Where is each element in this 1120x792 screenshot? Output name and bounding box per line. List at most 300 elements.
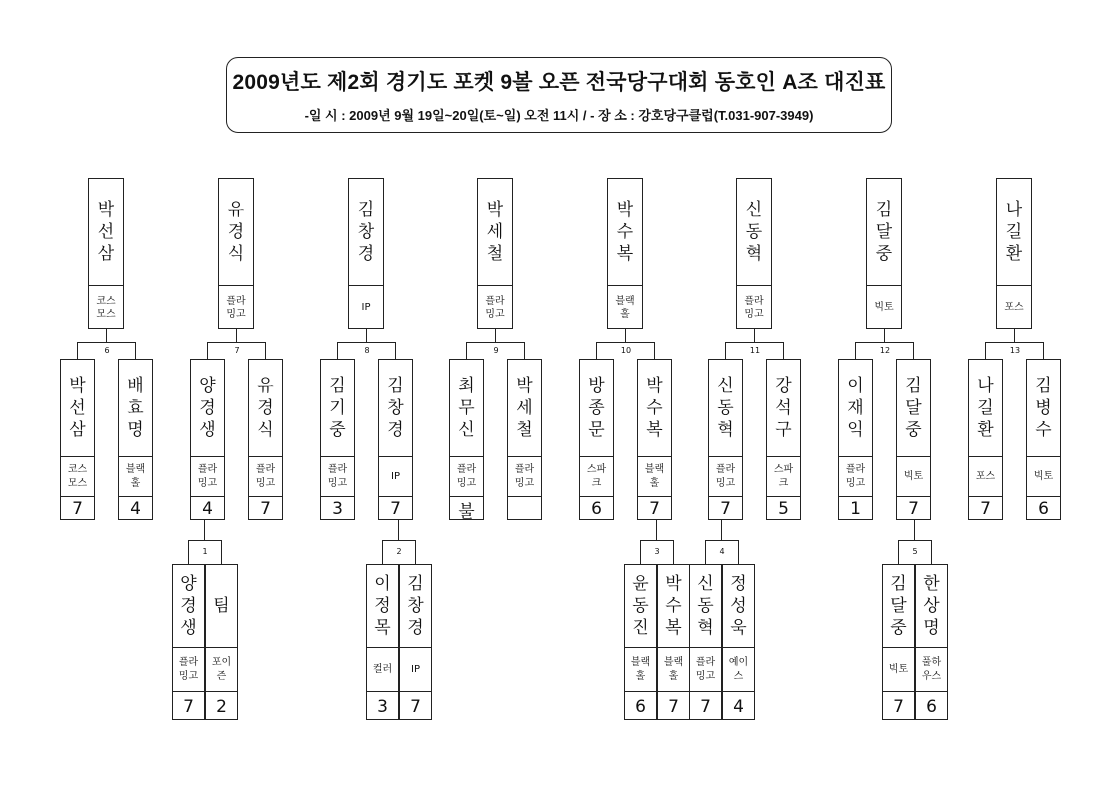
club-line: 플라 xyxy=(744,295,764,307)
name-char: 동 xyxy=(745,221,763,242)
player-name xyxy=(658,565,689,647)
player-name xyxy=(508,360,541,456)
match-number: 12 xyxy=(879,346,891,355)
name-char: 유 xyxy=(257,375,274,396)
player-name xyxy=(997,179,1031,285)
player-name xyxy=(478,179,512,285)
r1-card xyxy=(624,564,657,720)
player-score: 7 xyxy=(638,496,671,521)
player-score: 2 xyxy=(206,691,237,721)
club-name xyxy=(321,456,354,496)
bracket-line xyxy=(656,520,657,540)
club-line: 플라 xyxy=(514,464,535,475)
club-name xyxy=(897,456,930,496)
club-line: 플라 xyxy=(327,464,348,475)
name-char: 병 xyxy=(1035,397,1052,418)
club-name xyxy=(690,647,721,691)
r1-card xyxy=(657,564,690,720)
bracket-line xyxy=(985,342,986,359)
club-line: 홀 xyxy=(668,670,679,682)
match-number: 4 xyxy=(719,547,725,556)
club-name xyxy=(638,456,671,496)
r1-card xyxy=(205,564,238,720)
club-line: 밍고 xyxy=(514,477,535,489)
player-score: 3 xyxy=(367,691,398,721)
club-name xyxy=(883,647,914,691)
r2-card xyxy=(1026,359,1061,520)
club-name xyxy=(839,456,872,496)
bracket-line xyxy=(705,540,738,541)
player-name xyxy=(709,360,742,456)
r2-card xyxy=(579,359,614,520)
player-score: 6 xyxy=(580,496,613,521)
club-line: 빅토 xyxy=(888,663,909,675)
r2-card xyxy=(320,359,355,520)
club-line: 코스 xyxy=(96,295,116,307)
club-line: 밍고 xyxy=(327,477,348,489)
club-line: 코스 xyxy=(67,464,88,475)
name-char: 최 xyxy=(458,375,475,396)
club-line: IP xyxy=(391,470,400,482)
name-char: 혁 xyxy=(745,244,763,265)
name-char: 창 xyxy=(387,397,404,418)
club-line: 밍고 xyxy=(845,477,866,489)
bracket-line xyxy=(221,540,222,564)
club-line: 블랙 xyxy=(125,464,146,475)
player-score: 6 xyxy=(625,691,656,721)
name-char: 길 xyxy=(1005,221,1023,242)
player-name xyxy=(608,179,642,285)
club-line: 플라 xyxy=(197,464,218,475)
name-char: 유 xyxy=(227,199,245,220)
name-char: 경 xyxy=(227,221,245,242)
player-score: 불 xyxy=(450,496,483,521)
r1-card xyxy=(689,564,722,720)
page-title: 2009년도 제2회 경기도 포켓 9볼 오픈 전국당구대회 동호인 A조 대진표 xyxy=(232,71,886,94)
r2-card xyxy=(378,359,413,520)
club-line: 포이 xyxy=(211,657,232,668)
player-name xyxy=(867,179,901,285)
club-name xyxy=(400,647,431,691)
club-line: 홀 xyxy=(130,477,141,489)
club-name xyxy=(478,285,512,330)
name-char: 김 xyxy=(387,375,404,396)
bracket-line xyxy=(640,540,641,564)
club-name xyxy=(119,456,152,496)
name-char: 식 xyxy=(257,420,274,441)
name-char: 신 xyxy=(458,420,475,441)
player-score: 6 xyxy=(916,691,947,721)
name-char: 선 xyxy=(69,397,86,418)
bracket-line xyxy=(1014,329,1015,342)
name-char: 생 xyxy=(199,420,216,441)
bracket-line xyxy=(596,342,655,343)
bracket-line xyxy=(415,540,416,564)
player-score: 5 xyxy=(767,496,800,521)
name-char: 나 xyxy=(977,375,994,396)
r2-card xyxy=(248,359,283,520)
bracket-line xyxy=(265,342,266,359)
club-line: 플라 xyxy=(715,464,736,475)
name-char: 신 xyxy=(717,375,734,396)
club-line: IP xyxy=(361,302,371,314)
name-char: 경 xyxy=(387,420,404,441)
bracket-line xyxy=(337,342,338,359)
club-line: 빅토 xyxy=(1033,470,1054,482)
name-char: 경 xyxy=(407,618,424,639)
winner-card xyxy=(736,178,772,329)
player-name xyxy=(1027,360,1060,456)
bracket-line xyxy=(366,329,367,342)
bracket-line xyxy=(705,540,706,564)
club-name xyxy=(608,285,642,330)
name-char: 박 xyxy=(646,375,663,396)
r1-card xyxy=(366,564,399,720)
name-char: 생 xyxy=(180,618,197,639)
club-name xyxy=(508,456,541,496)
player-name xyxy=(249,360,282,456)
name-char: 김 xyxy=(329,375,346,396)
name-char: 동 xyxy=(697,595,714,616)
name-char: 이 xyxy=(847,375,864,396)
bracket-line xyxy=(207,342,208,359)
club-name xyxy=(249,456,282,496)
match-number: 11 xyxy=(749,346,761,355)
bracket-line xyxy=(855,342,856,359)
player-score: 7 xyxy=(883,691,914,721)
name-char: 달 xyxy=(905,397,922,418)
r1-card xyxy=(172,564,205,720)
match-number: 3 xyxy=(654,547,660,556)
name-char: 경 xyxy=(257,397,274,418)
club-name xyxy=(658,647,689,691)
player-name xyxy=(839,360,872,456)
club-name xyxy=(173,647,204,691)
club-name xyxy=(191,456,224,496)
bracket-line xyxy=(207,342,266,343)
name-char: 세 xyxy=(486,221,504,242)
name-char: 삼 xyxy=(69,420,86,441)
name-char: 양 xyxy=(180,573,197,594)
bracket-line xyxy=(204,520,205,540)
player-score: 6 xyxy=(1027,496,1060,521)
name-char: 환 xyxy=(977,420,994,441)
club-name xyxy=(219,285,253,330)
player-score: 7 xyxy=(379,496,412,521)
bracket-line xyxy=(382,540,415,541)
match-number: 13 xyxy=(1009,346,1021,355)
club-line: 컬러 xyxy=(372,663,393,675)
club-name xyxy=(580,456,613,496)
name-char: 문 xyxy=(588,420,605,441)
player-name xyxy=(206,565,237,647)
bracket-line xyxy=(466,342,525,343)
bracket-line xyxy=(884,329,885,342)
name-char: 김 xyxy=(905,375,922,396)
r1-card xyxy=(399,564,432,720)
name-char: 철 xyxy=(486,244,504,265)
match-number: 8 xyxy=(364,346,370,355)
r2-card xyxy=(449,359,484,520)
r2-card xyxy=(766,359,801,520)
club-line: 스파 xyxy=(773,464,794,475)
name-char: 기 xyxy=(329,397,346,418)
club-name xyxy=(997,285,1031,330)
player-score xyxy=(508,496,541,521)
player-score: 7 xyxy=(969,496,1002,521)
player-name xyxy=(61,360,94,456)
match-number: 7 xyxy=(234,346,240,355)
club-name xyxy=(867,285,901,330)
name-char: 재 xyxy=(847,397,864,418)
player-score: 7 xyxy=(400,691,431,721)
player-name xyxy=(219,179,253,285)
player-name xyxy=(580,360,613,456)
bracket-line xyxy=(398,520,399,540)
name-char: 복 xyxy=(616,244,634,265)
bracket-line xyxy=(337,342,396,343)
club-line: 밍고 xyxy=(695,670,716,682)
club-name xyxy=(916,647,947,691)
player-score: 7 xyxy=(249,496,282,521)
player-score: 7 xyxy=(690,691,721,721)
player-score: 4 xyxy=(191,496,224,521)
player-name xyxy=(173,565,204,647)
bracket-line xyxy=(236,329,237,342)
player-name xyxy=(119,360,152,456)
bracket-line xyxy=(188,540,189,564)
bracket-line xyxy=(106,329,107,342)
match-number: 1 xyxy=(202,547,208,556)
r2-card xyxy=(838,359,873,520)
club-name xyxy=(737,285,771,330)
club-line: 스파 xyxy=(586,464,607,475)
name-char: 팀 xyxy=(213,595,230,616)
name-char: 신 xyxy=(697,573,714,594)
club-line: 블랙 xyxy=(663,657,684,668)
name-char: 혁 xyxy=(697,618,714,639)
bracket-line xyxy=(725,342,726,359)
name-char: 박 xyxy=(665,573,682,594)
match-number: 9 xyxy=(493,346,499,355)
club-line: 블랙 xyxy=(644,464,665,475)
name-char: 김 xyxy=(357,199,375,220)
player-score: 3 xyxy=(321,496,354,521)
bracket-line xyxy=(640,540,673,541)
name-char: 박 xyxy=(69,375,86,396)
name-char: 김 xyxy=(407,573,424,594)
player-name xyxy=(969,360,1002,456)
name-char: 한 xyxy=(923,573,940,594)
match-number: 10 xyxy=(620,346,632,355)
club-line: 블랙 xyxy=(615,295,635,307)
club-line: 밍고 xyxy=(178,670,199,682)
bracket-line xyxy=(77,342,78,359)
name-char: 동 xyxy=(632,595,649,616)
club-name xyxy=(767,456,800,496)
club-line: 풀하 xyxy=(921,657,942,668)
bracket-line xyxy=(625,329,626,342)
name-char: 진 xyxy=(632,618,649,639)
name-char: 달 xyxy=(875,221,893,242)
club-line: 플라 xyxy=(226,295,246,307)
player-name xyxy=(367,565,398,647)
club-line: 홀 xyxy=(620,309,630,320)
player-score: 7 xyxy=(61,496,94,521)
name-char: 경 xyxy=(199,397,216,418)
bracket-line xyxy=(524,342,525,359)
club-line: 포스 xyxy=(1004,302,1024,314)
bracket-line xyxy=(898,540,931,541)
bracket-line xyxy=(135,342,136,359)
name-char: 윤 xyxy=(632,573,649,594)
name-char: 강 xyxy=(775,375,792,396)
club-line: 밍고 xyxy=(226,309,246,320)
club-line: 밍고 xyxy=(715,477,736,489)
match-number: 2 xyxy=(396,547,402,556)
name-char: 김 xyxy=(1035,375,1052,396)
club-line: 밍고 xyxy=(485,309,505,320)
player-score: 7 xyxy=(897,496,930,521)
player-name xyxy=(450,360,483,456)
player-name xyxy=(723,565,754,647)
name-char: 박 xyxy=(486,199,504,220)
bracket-line xyxy=(395,342,396,359)
bracket-line xyxy=(783,342,784,359)
player-name xyxy=(89,179,123,285)
club-line: 홀 xyxy=(649,477,660,489)
club-line: 우스 xyxy=(921,670,942,682)
name-char: 신 xyxy=(745,199,763,220)
club-name xyxy=(1027,456,1060,496)
club-line: 크 xyxy=(778,477,789,489)
r2-card xyxy=(896,359,931,520)
name-char: 종 xyxy=(588,397,605,418)
club-line: 크 xyxy=(591,477,602,489)
player-score: 7 xyxy=(658,691,689,721)
r2-card xyxy=(968,359,1003,520)
player-score: 1 xyxy=(839,496,872,521)
player-score: 7 xyxy=(173,691,204,721)
player-name xyxy=(379,360,412,456)
player-name xyxy=(767,360,800,456)
winner-card xyxy=(477,178,513,329)
name-char: 상 xyxy=(923,595,940,616)
club-line: 모스 xyxy=(96,309,116,320)
club-line: 플라 xyxy=(178,657,199,668)
bracket-line xyxy=(1043,342,1044,359)
club-line: 플라 xyxy=(456,464,477,475)
name-char: 중 xyxy=(905,420,922,441)
player-name xyxy=(191,360,224,456)
name-char: 김 xyxy=(890,573,907,594)
club-name xyxy=(206,647,237,691)
club-name xyxy=(349,285,383,330)
bracket-line xyxy=(596,342,597,359)
winner-card xyxy=(348,178,384,329)
bracket-line xyxy=(77,342,136,343)
name-char: 수 xyxy=(616,221,634,242)
bracket-line xyxy=(898,540,899,564)
r2-card xyxy=(60,359,95,520)
name-char: 식 xyxy=(227,244,245,265)
bracket-line xyxy=(466,342,467,359)
player-name xyxy=(349,179,383,285)
club-name xyxy=(379,456,412,496)
bracket-line xyxy=(738,540,739,564)
player-name xyxy=(897,360,930,456)
club-name xyxy=(61,456,94,496)
name-char: 배 xyxy=(127,375,144,396)
club-name xyxy=(89,285,123,330)
club-line: 모스 xyxy=(67,477,88,489)
event-info: -일 시 : 2009년 9월 19일~20일(토~일) 오전 11시 / - 장 소 : 강호당구클럽(T.031-907-3949) xyxy=(304,108,814,123)
club-line: 밍고 xyxy=(197,477,218,489)
bracket-line xyxy=(673,540,674,564)
club-name xyxy=(367,647,398,691)
bracket-header xyxy=(226,57,892,133)
club-line: 블랙 xyxy=(630,657,651,668)
r2-card xyxy=(637,359,672,520)
name-char: 세 xyxy=(516,397,533,418)
r1-card xyxy=(915,564,948,720)
club-line: 홀 xyxy=(635,670,646,682)
player-name xyxy=(737,179,771,285)
club-line: 예이 xyxy=(728,657,749,668)
bracket-line xyxy=(188,540,221,541)
player-name xyxy=(638,360,671,456)
name-char: 이 xyxy=(374,573,391,594)
name-char: 익 xyxy=(847,420,864,441)
r1-card xyxy=(722,564,755,720)
club-line: 밍고 xyxy=(456,477,477,489)
winner-card xyxy=(607,178,643,329)
club-line: 플라 xyxy=(485,295,505,307)
name-char: 달 xyxy=(890,595,907,616)
club-line: 포스 xyxy=(975,470,996,482)
club-line: 플라 xyxy=(695,657,716,668)
bracket-line xyxy=(913,342,914,359)
winner-card xyxy=(218,178,254,329)
name-char: 삼 xyxy=(97,244,115,265)
club-line: 밍고 xyxy=(744,309,764,320)
name-char: 복 xyxy=(646,420,663,441)
club-line: 빅토 xyxy=(874,302,894,314)
name-char: 성 xyxy=(730,595,747,616)
name-char: 나 xyxy=(1005,199,1023,220)
name-char: 선 xyxy=(97,221,115,242)
bracket-line xyxy=(855,342,914,343)
club-name xyxy=(709,456,742,496)
name-char: 혁 xyxy=(717,420,734,441)
r2-card xyxy=(118,359,153,520)
name-char: 명 xyxy=(923,618,940,639)
winner-card xyxy=(866,178,902,329)
club-name xyxy=(450,456,483,496)
club-line: 즌 xyxy=(216,670,227,682)
bracket-line xyxy=(382,540,383,564)
name-char: 김 xyxy=(875,199,893,220)
name-char: 길 xyxy=(977,397,994,418)
name-char: 정 xyxy=(374,595,391,616)
player-score: 4 xyxy=(119,496,152,521)
name-char: 수 xyxy=(665,595,682,616)
name-char: 수 xyxy=(646,397,663,418)
bracket-line xyxy=(725,342,784,343)
name-char: 목 xyxy=(374,618,391,639)
club-line: 플라 xyxy=(845,464,866,475)
name-char: 구 xyxy=(775,420,792,441)
